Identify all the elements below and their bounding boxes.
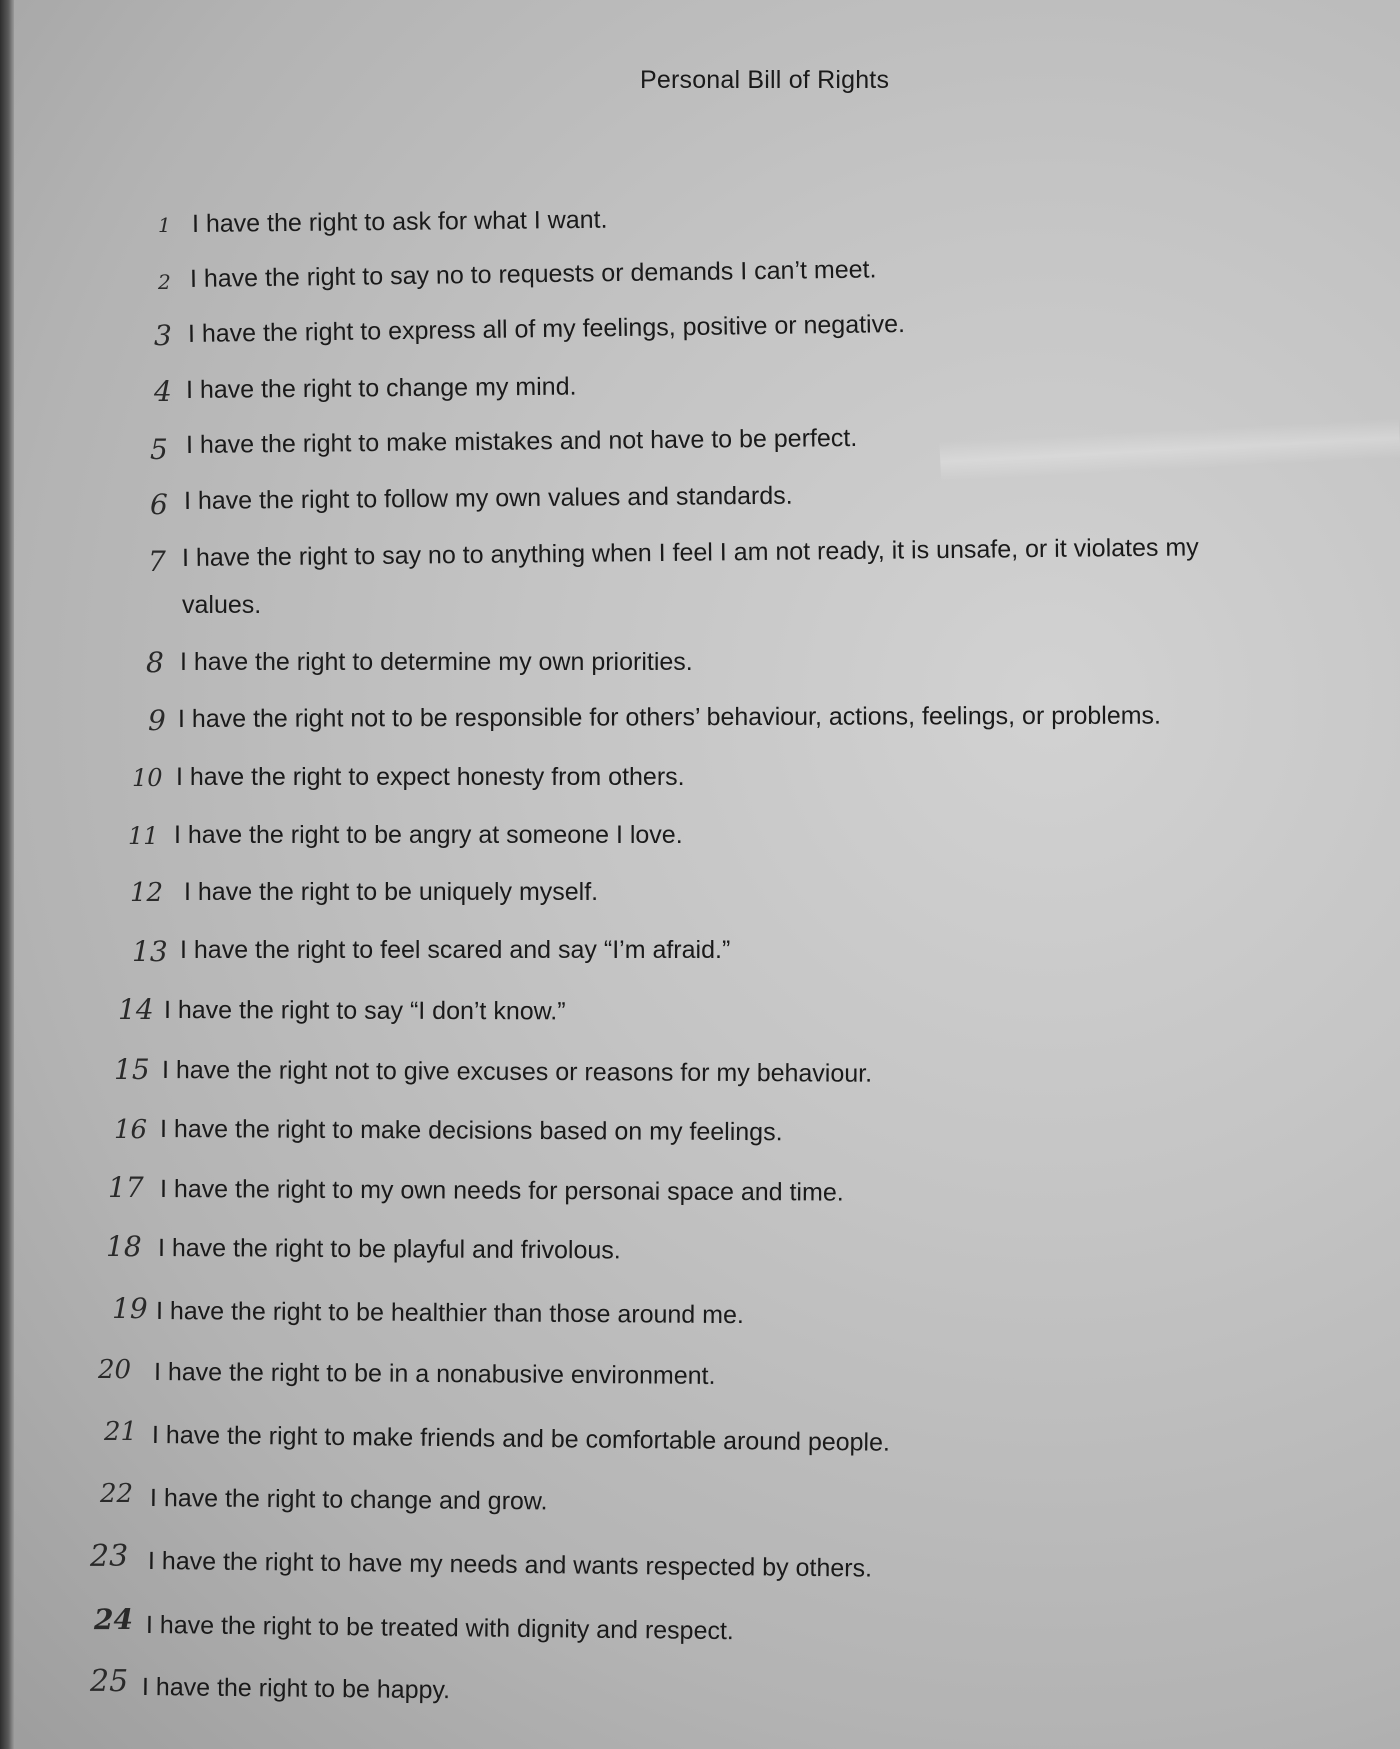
list-item: I have the right to change my mind.	[185, 372, 577, 404]
item-number: 9	[148, 704, 166, 737]
list-item: I have the right not to be responsible for others’ behaviour, actions, feelings, or problems.	[177, 701, 1162, 733]
list-item: I have the right to make mistakes and not have to be perfect.	[185, 423, 858, 459]
item-number: 19	[112, 1292, 148, 1325]
list-item: I have the right to say no to anything when I feel I am not ready, it is unsafe, or it violates my	[181, 533, 1199, 572]
list-item: I have the right to be healthier than those around me.	[155, 1297, 744, 1330]
item-number: 21	[104, 1417, 138, 1447]
item-number: 20	[98, 1355, 132, 1385]
list-item-continuation: values.	[182, 591, 262, 619]
page-title: Personal Bill of Rights	[640, 66, 890, 94]
item-number: 2	[158, 270, 171, 294]
item-number: 13	[132, 935, 168, 968]
item-number: 8	[146, 646, 164, 679]
item-number: 3	[154, 319, 172, 352]
item-number: 7	[148, 545, 166, 578]
item-number: 23	[90, 1539, 129, 1574]
item-number: 25	[90, 1664, 129, 1699]
item-number: 22	[100, 1479, 134, 1509]
list-item: I have the right to be happy.	[141, 1673, 451, 1705]
list-item: I have the right to ask for what I want.	[191, 205, 608, 238]
item-number: 11	[128, 822, 159, 850]
list-item: I have the right to determine my own priorities.	[180, 648, 693, 676]
item-number: 16	[114, 1115, 148, 1145]
list-item: I have the right to be playful and frivolous.	[157, 1234, 621, 1265]
list-item: I have the right to be treated with dignity and respect.	[145, 1611, 734, 1646]
item-number: 18	[106, 1230, 142, 1263]
item-number: 1	[158, 213, 171, 237]
list-item: I have the right to feel scared and say “I’m afraid.”	[180, 936, 731, 964]
list-item: I have the right to say “I don’t know.”	[163, 996, 566, 1026]
item-number: 12	[130, 878, 164, 908]
item-number: 14	[118, 993, 154, 1026]
list-item: I have the right to be angry at someone I love.	[174, 821, 683, 849]
list-item: I have the right to expect honesty from others.	[176, 763, 685, 791]
list-item: I have the right to my own needs for personai space and time.	[159, 1175, 844, 1207]
item-number: 10	[132, 764, 163, 792]
item-number: 17	[108, 1171, 144, 1204]
list-item: I have the right to have my needs and wants respected by others.	[147, 1547, 873, 1583]
item-number: 15	[114, 1053, 150, 1086]
item-number: 4	[154, 375, 172, 408]
list-item: I have the right not to give excuses or reasons for my behaviour.	[161, 1056, 873, 1088]
list-item: I have the right to express all of my feelings, positive or negative.	[187, 309, 906, 348]
list-item: I have the right to be uniquely myself.	[184, 878, 599, 906]
list-item: I have the right to make decisions based on my feelings.	[159, 1115, 783, 1147]
list-item: I have the right to be in a nonabusive environment.	[153, 1358, 716, 1390]
list-item: I have the right to say no to requests or demands I can’t meet.	[189, 255, 877, 293]
list-item: I have the right to change and grow.	[149, 1484, 548, 1516]
list-item: I have the right to follow my own values and standards.	[183, 481, 793, 515]
item-number: 24	[94, 1603, 133, 1636]
item-number: 6	[150, 488, 168, 521]
list-item: I have the right to make friends and be comfortable around people.	[151, 1421, 891, 1457]
item-number: 5	[150, 433, 168, 466]
